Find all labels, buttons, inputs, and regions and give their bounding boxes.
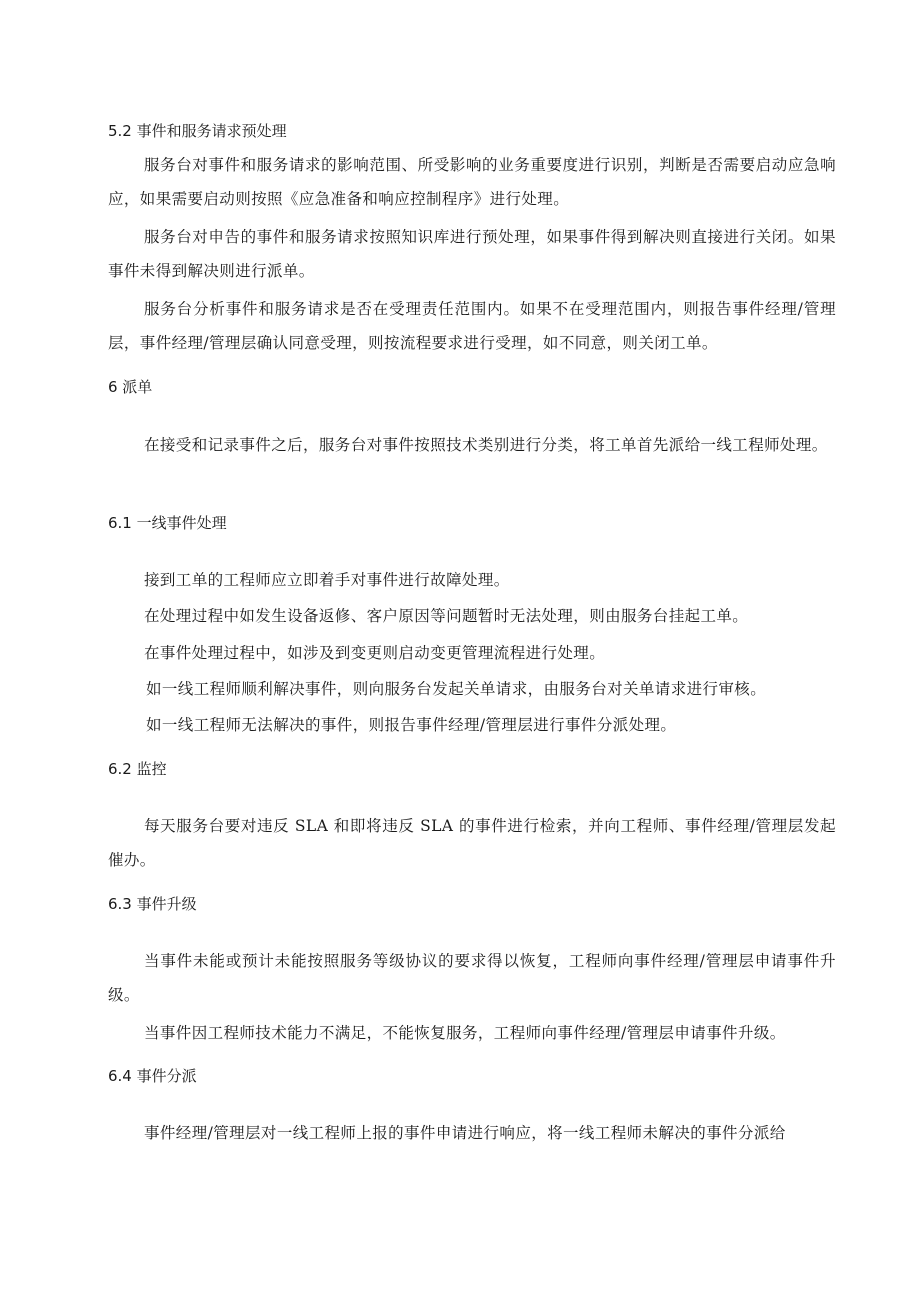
heading-6-4: 6.4 事件分派 [108,1067,197,1085]
paragraph: 服务台对事件和服务请求的影响范围、所受影响的业务重要度进行识别，判断是否需要启动应急响应，如果需要启动则按照《应急准备和响应控制程序》进行处理。 [108,156,836,208]
paragraph: 服务台分析事件和服务请求是否在受理责任范围内。如果不在受理范围内，则报告事件经理/管理层，事件经理/管理层确认同意受理，则按流程要求进行受理，如不同意，则关闭工单。 [108,300,836,352]
paragraph: 在事件处理过程中，如涉及到变更则启动变更管理流程进行处理。 [144,644,606,662]
paragraph: 如一线工程师无法解决的事件，则报告事件经理/管理层进行事件分派处理。 [146,716,677,734]
paragraph: 在接受和记录事件之后，服务台对事件按照技术类别进行分类，将工单首先派给一线工程师处理。 [144,436,828,454]
heading-6-2: 6.2 监控 [108,760,167,778]
heading-6-3: 6.3 事件升级 [108,895,197,913]
paragraph: 如一线工程师顺利解决事件，则向服务台发起关单请求，由服务台对关单请求进行审核。 [146,680,767,698]
paragraph: 当事件因工程师技术能力不满足，不能恢复服务，工程师向事件经理/管理层申请事件升级。 [144,1024,786,1042]
paragraph: 接到工单的工程师应立即着手对事件进行故障处理。 [144,571,510,589]
paragraph: 当事件未能或预计未能按照服务等级协议的要求得以恢复，工程师向事件经理/管理层申请事件升级。 [108,952,836,1004]
heading-6: 6 派单 [108,378,153,396]
paragraph: 服务台对申告的事件和服务请求按照知识库进行预处理，如果事件得到解决则直接进行关闭。如果事件未得到解决则进行派单。 [108,228,836,280]
paragraph: 在处理过程中如发生设备返修、客户原因等问题暂时无法处理，则由服务台挂起工单。 [144,607,749,625]
paragraph: 事件经理/管理层对一线工程师上报的事件申请进行响应，将一线工程师未解决的事件分派给 [144,1124,786,1142]
heading-5-2: 5.2 事件和服务请求预处理 [108,122,287,140]
paragraph: 每天服务台要对违反 SLA 和即将违反 SLA 的事件进行检索，并向工程师、事件经理/管理层发起催办。 [108,817,836,869]
heading-6-1: 6.1 一线事件处理 [108,514,227,532]
